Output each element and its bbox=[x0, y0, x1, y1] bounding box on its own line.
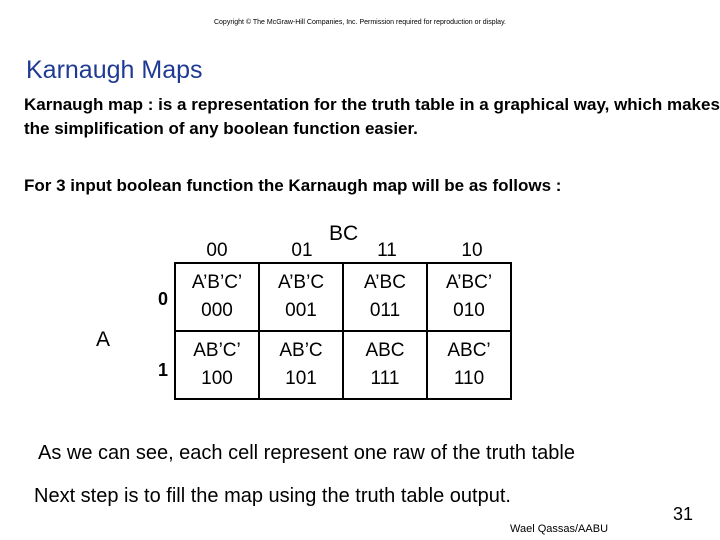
kmap-row-1 bbox=[175, 331, 511, 399]
cell-code: 000 bbox=[201, 300, 233, 321]
kmap-cell bbox=[343, 331, 427, 399]
kmap-cell bbox=[343, 263, 427, 331]
observation-text: As we can see, each cell represent one raw of the truth table bbox=[38, 442, 575, 464]
row-variable-label: A bbox=[96, 328, 111, 351]
intro-text: For 3 input boolean function the Karnaugh map will be as follows : bbox=[24, 176, 562, 195]
kmap-cell bbox=[259, 331, 343, 399]
cell-term: ABC’ bbox=[447, 340, 491, 361]
column-header-10: 10 bbox=[461, 240, 483, 261]
cell-term: ABC bbox=[365, 340, 405, 361]
cell-code: 011 bbox=[369, 300, 401, 321]
cell-term: A’BC bbox=[364, 272, 406, 293]
row-header-0: 0 bbox=[158, 289, 169, 309]
column-variable-label: BC bbox=[329, 222, 359, 245]
cell-term: AB’C’ bbox=[193, 340, 241, 361]
cell-term: A’BC’ bbox=[445, 272, 493, 293]
cell-code: 001 bbox=[285, 300, 317, 321]
kmap-cell bbox=[259, 263, 343, 331]
kmap-cell bbox=[175, 263, 259, 331]
column-header-01: 01 bbox=[291, 240, 313, 261]
kmap-cell bbox=[175, 331, 259, 399]
definition-text: Karnaugh map : is a representation for the truth table in a graphical way, which makes the simplification of any boolean function easier. bbox=[24, 95, 720, 138]
next-step-text: Next step is to fill the map using the truth table output. bbox=[34, 485, 511, 507]
copyright-notice: Copyright © The McGraw-Hill Companies, Inc. Permission required for reproduction or display. bbox=[213, 19, 506, 26]
cell-code: 101 bbox=[285, 368, 317, 389]
page-number: 31 bbox=[673, 504, 694, 524]
column-header-11: 11 bbox=[377, 240, 397, 261]
cell-term: A’B’C bbox=[277, 272, 325, 293]
author-credit: Wael Qassas/AABU bbox=[510, 523, 609, 535]
cell-code: 100 bbox=[201, 368, 233, 389]
cell-term: A’B’C’ bbox=[191, 272, 243, 293]
kmap-cell bbox=[427, 263, 511, 331]
karnaugh-map bbox=[174, 262, 512, 400]
kmap-cell bbox=[427, 331, 511, 399]
cell-code: 010 bbox=[453, 300, 485, 321]
cell-term: AB’C bbox=[279, 340, 323, 361]
slide-title: Karnaugh Maps bbox=[26, 56, 203, 84]
row-header-1: 1 bbox=[158, 360, 169, 380]
column-header-00: 00 bbox=[206, 240, 228, 261]
kmap-row-0 bbox=[175, 263, 511, 331]
cell-code: 110 bbox=[453, 368, 485, 389]
cell-code: 111 bbox=[370, 368, 400, 389]
